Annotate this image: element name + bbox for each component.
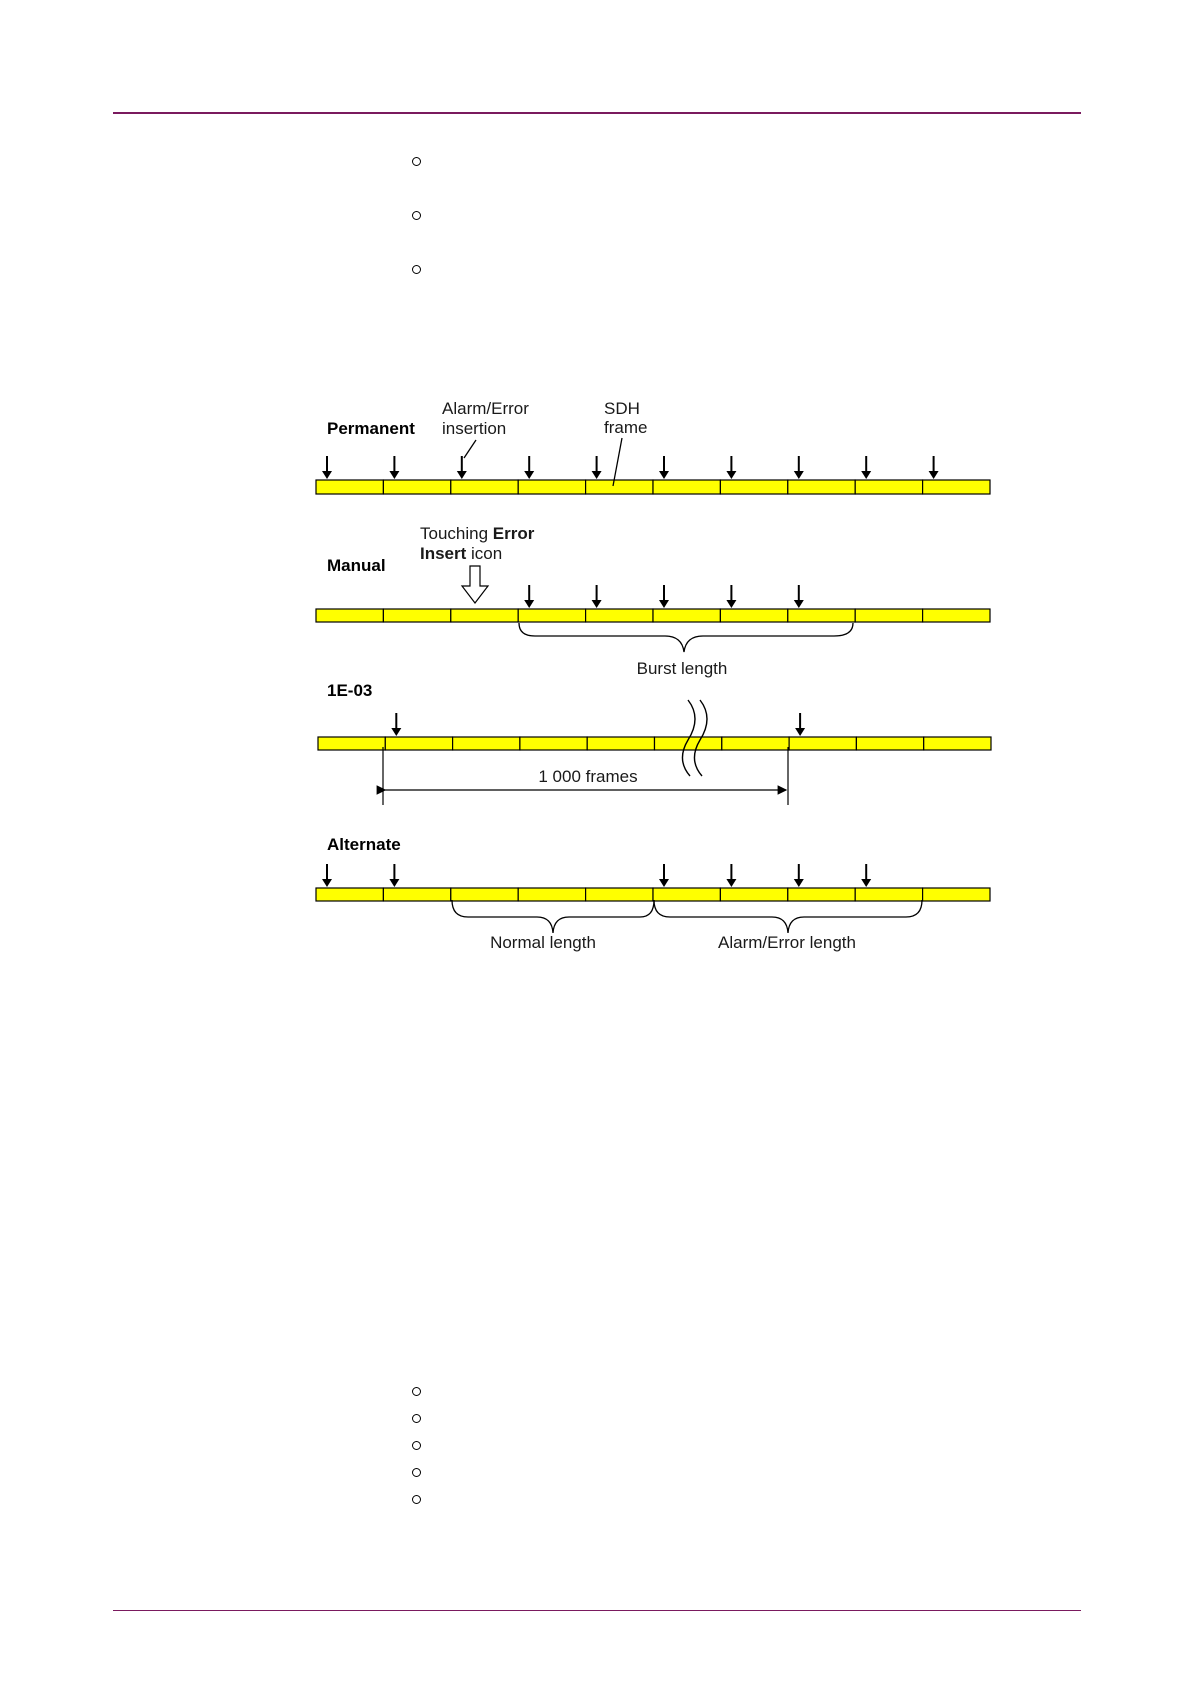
- annotation-burst-length: Burst length: [636, 659, 728, 678]
- sdh-frame: [720, 480, 787, 494]
- error-insertion-arrow-icon: [389, 864, 399, 887]
- footer-rule: [113, 1610, 1081, 1611]
- list-bullet: [412, 1441, 421, 1450]
- error-insertion-arrow-icon: [726, 864, 736, 887]
- annotation-1000-frames: 1 000 frames: [538, 767, 638, 786]
- sdh-frame: [383, 888, 450, 901]
- row-label-1e03: 1E-03: [327, 681, 373, 700]
- alarm-error-length-brace: [654, 900, 922, 933]
- sdh-frame: [653, 480, 720, 494]
- annotation-error-bold: Error: [492, 524, 535, 543]
- error-insertion-arrow-icon: [795, 713, 805, 736]
- sdh-frame: [451, 888, 518, 901]
- annotation-insertion: insertion: [442, 419, 507, 438]
- sdh-frame: [316, 480, 383, 494]
- sdh-frame: [383, 609, 450, 622]
- error-insertion-arrow-icon: [794, 456, 804, 479]
- sdh-frame: [653, 609, 720, 622]
- annotation-sdh: SDH: [604, 399, 640, 418]
- error-insertion-arrow-icon: [659, 864, 669, 887]
- error-insertion-arrow-icon: [524, 585, 534, 608]
- sdh-frame: [518, 480, 585, 494]
- error-insertion-arrow-icon: [861, 456, 871, 479]
- error-insertion-arrow-icon: [389, 456, 399, 479]
- annotation-normal-length: Normal length: [490, 933, 596, 952]
- frame-strip-permanent: [316, 456, 990, 494]
- error-insertion-arrow-icon: [794, 864, 804, 887]
- frame-strip-1e03: [318, 713, 991, 750]
- annotation-alarm-error-length: Alarm/Error length: [718, 933, 856, 952]
- error-insertion-arrow-icon: [592, 456, 602, 479]
- sdh-frame: [518, 609, 585, 622]
- sdh-frame: [924, 737, 991, 750]
- pointer-line-sdh: [613, 438, 622, 486]
- pointer-line-alarm: [464, 440, 476, 458]
- sdh-frame: [923, 480, 990, 494]
- sdh-frame: [385, 737, 452, 750]
- sdh-frame: [789, 737, 856, 750]
- sdh-frame: [587, 737, 654, 750]
- sdh-frame: [720, 888, 787, 901]
- list-bullet: [412, 1495, 421, 1504]
- annotation-touching-error: [420, 524, 535, 543]
- sdh-frame: [855, 480, 922, 494]
- sdh-frame: [451, 609, 518, 622]
- error-insertion-arrow-icon: [659, 585, 669, 608]
- error-insertion-arrow-icon: [794, 585, 804, 608]
- sdh-frame: [653, 888, 720, 901]
- error-insertion-arrow-icon: [659, 456, 669, 479]
- error-insertion-arrow-icon: [726, 585, 736, 608]
- sdh-frame: [586, 480, 653, 494]
- error-insertion-arrow-icon: [322, 456, 332, 479]
- error-insertion-arrow-icon: [457, 456, 467, 479]
- annotation-alarm-error: Alarm/Error: [442, 399, 529, 418]
- sdh-frame: [586, 888, 653, 901]
- sdh-frame: [923, 888, 990, 901]
- sdh-frame: [453, 737, 520, 750]
- sdh-frame: [520, 737, 587, 750]
- error-insertion-arrow-icon: [391, 713, 401, 736]
- sdh-frame: [383, 480, 450, 494]
- error-insertion-arrow-icon: [592, 585, 602, 608]
- error-insertion-arrow-icon: [861, 864, 871, 887]
- frame-strip-manual: [316, 585, 990, 622]
- sdh-frame: [316, 888, 383, 901]
- sdh-frame: [586, 609, 653, 622]
- normal-length-brace: [452, 900, 654, 933]
- sdh-frame: [855, 888, 922, 901]
- annotation-insert-icon: [420, 544, 502, 563]
- sdh-frame: [788, 609, 855, 622]
- sdh-frame: [720, 609, 787, 622]
- row-label-permanent: Permanent: [327, 419, 415, 438]
- sdh-frame: [788, 888, 855, 901]
- list-bullet: [412, 1387, 421, 1396]
- sdh-frame: [518, 888, 585, 901]
- sdh-frame: [855, 609, 922, 622]
- annotation-touching: Touching: [420, 524, 493, 543]
- row-label-manual: Manual: [327, 556, 386, 575]
- row-label-alternate: Alternate: [327, 835, 401, 854]
- sdh-frame: [923, 609, 990, 622]
- sdh-frame: [316, 609, 383, 622]
- sdh-frame: [788, 480, 855, 494]
- error-insertion-arrow-icon: [524, 456, 534, 479]
- sdh-frame: [856, 737, 923, 750]
- error-insertion-arrow-icon: [929, 456, 939, 479]
- annotation-icon: icon: [466, 544, 503, 563]
- touch-hollow-arrow-icon: [462, 566, 488, 603]
- annotation-insert-bold: Insert: [420, 544, 467, 563]
- error-insertion-arrow-icon: [726, 456, 736, 479]
- burst-length-brace: [519, 623, 853, 652]
- annotation-frame: frame: [604, 418, 648, 437]
- list-bullet: [412, 1414, 421, 1423]
- error-insertion-arrow-icon: [322, 864, 332, 887]
- sdh-frame: [318, 737, 385, 750]
- sdh-frame: [451, 480, 518, 494]
- frame-strip-alternate: [316, 864, 990, 901]
- list-bullet: [412, 1468, 421, 1477]
- sdh-frame: [722, 737, 789, 750]
